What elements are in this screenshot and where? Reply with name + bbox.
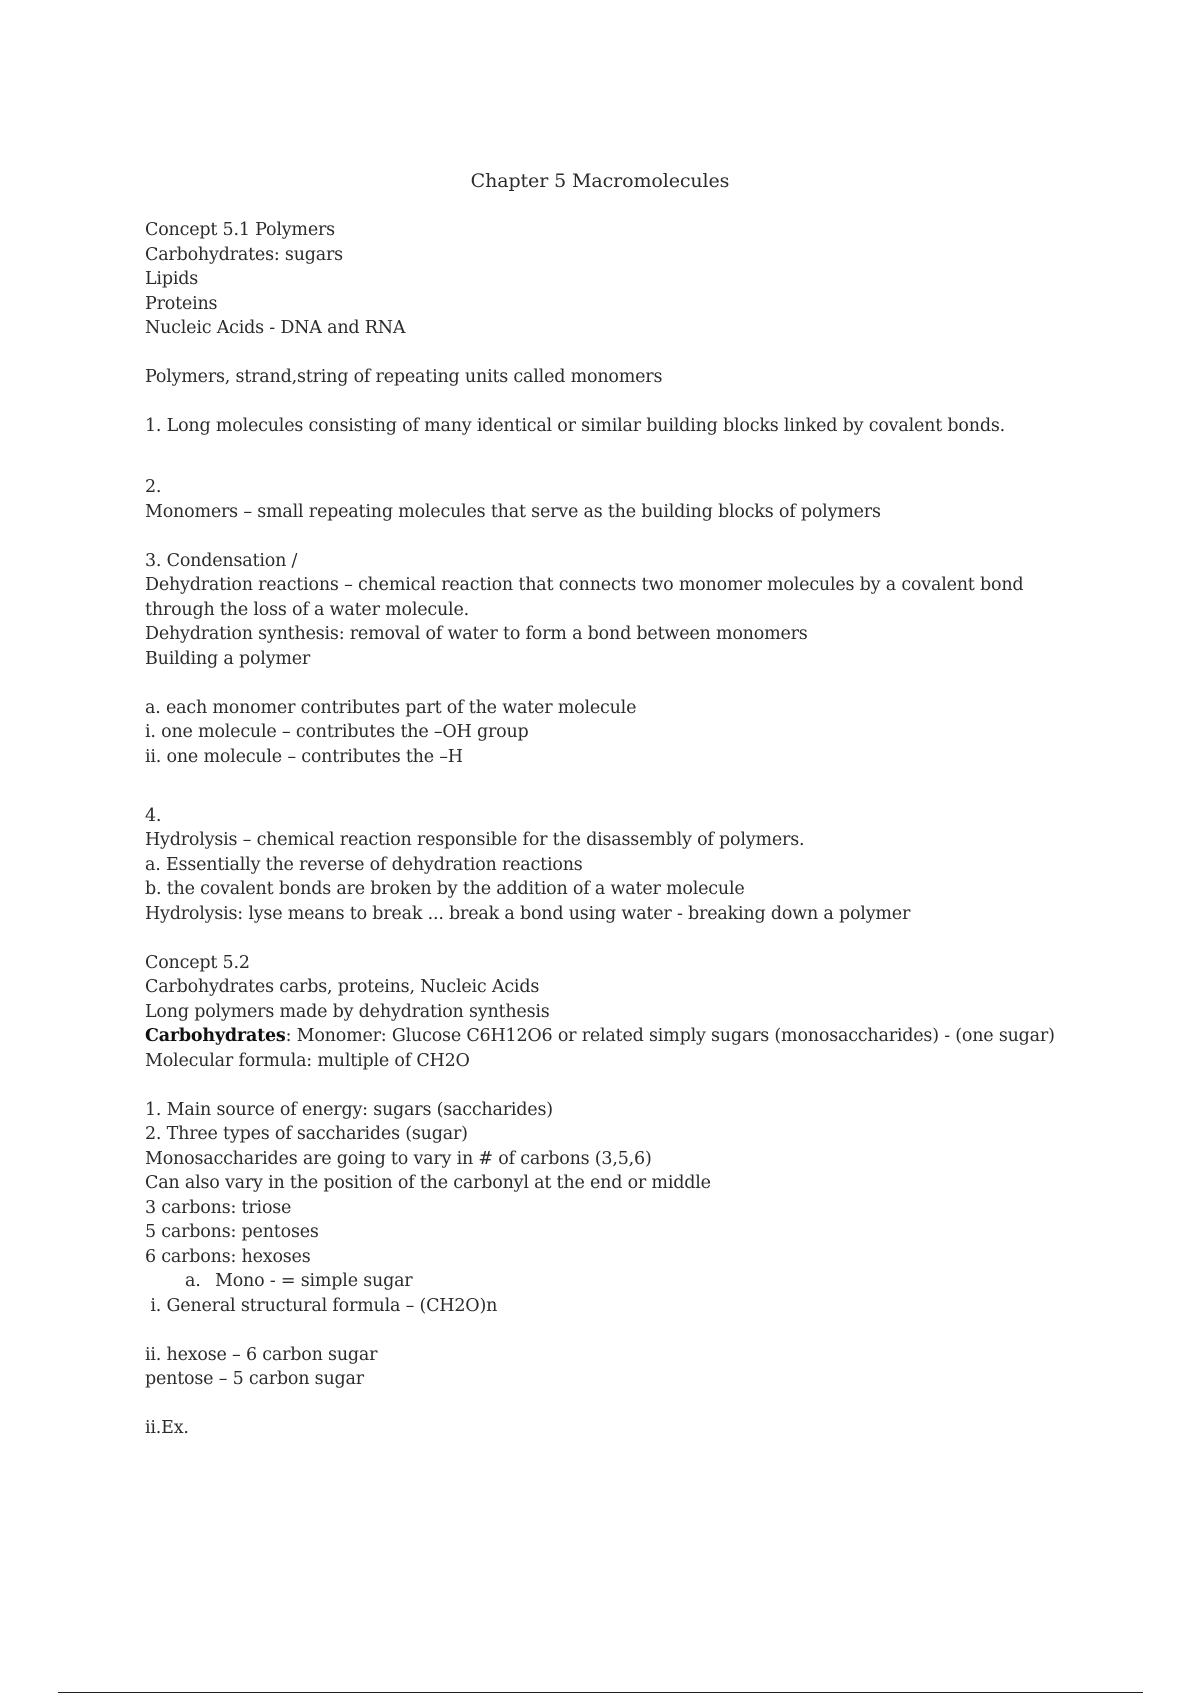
- text-line: Lipids: [145, 269, 199, 289]
- molecular-formula: Molecular formula: multiple of CH2O: [145, 1050, 470, 1071]
- document-body: [145, 218, 1075, 1441]
- carbohydrates-line: [145, 1024, 1075, 1049]
- text-line: 4.: [145, 805, 162, 826]
- text-line: Proteins: [145, 293, 218, 314]
- concept-5-2-block: [145, 951, 1075, 1025]
- text-line: ii. one molecule – contributes the –H: [145, 746, 463, 767]
- footer-divider: [58, 1692, 1143, 1693]
- text-line: Dehydration reactions – chemical reaction that connects two monomer molecules by a covalent bond through the loss of a water molecule.: [145, 575, 1029, 620]
- text-line: Long polymers made by dehydration synthesis: [145, 1001, 550, 1022]
- text-line: Carbohydrates carbs, proteins, Nucleic Acids: [145, 977, 540, 997]
- text-line: i. one molecule – contributes the –OH group: [145, 722, 529, 742]
- hexose-block: [145, 1343, 1075, 1392]
- text-line: Monosaccharides are going to vary in # of carbons (3,5,6): [145, 1148, 652, 1169]
- item-4-block: [145, 804, 1075, 927]
- page-title: Chapter 5 Macromolecules: [470, 170, 730, 192]
- polymers-definition: Polymers, strand,string of repeating units called monomers: [145, 367, 663, 387]
- example-line: ii.Ex.: [145, 1418, 189, 1438]
- mono-sugar-text: Mono - = simple sugar: [215, 1271, 413, 1291]
- text-line: 6 carbons: hexoses: [145, 1246, 311, 1267]
- text-line: ii. hexose – 6 carbon sugar: [145, 1344, 378, 1365]
- text-line: a. each monomer contributes part of the water molecule: [145, 697, 637, 718]
- text-line: Concept 5.1 Polymers: [145, 220, 335, 240]
- item-3-block: [145, 549, 1075, 672]
- text-line: Hydrolysis: lyse means to break ... break a bond using water - breaking down a polymer: [145, 903, 911, 924]
- text-line: Hydrolysis – chemical reaction responsible for the disassembly of polymers.: [145, 830, 805, 850]
- item-2: Monomers – small repeating molecules that serve as the building blocks of polymers: [145, 501, 881, 522]
- text-line: 3 carbons: triose: [145, 1197, 292, 1218]
- item-3-sub-block: [145, 696, 1075, 770]
- text-line: Can also vary in the position of the carbonyl at the end or middle: [145, 1173, 711, 1193]
- text-line: 2. Three types of saccharides (sugar): [145, 1124, 468, 1144]
- list-marker: a.: [185, 1271, 201, 1291]
- intro-block: [145, 218, 1075, 341]
- text-line: 1. Main source of energy: sugars (saccharides): [145, 1099, 553, 1120]
- item-2-number: 2.: [145, 477, 162, 497]
- text-line: b. the covalent bonds are broken by the addition of a water molecule: [145, 879, 745, 899]
- carbohydrates-text: : Monomer: Glucose C6H12O6 or related simply sugars (monosaccharides) - (one sugar): [285, 1026, 1055, 1046]
- text-line: Carbohydrates: sugars: [145, 244, 343, 265]
- carbohydrates-heading: Carbohydrates: [145, 1026, 286, 1046]
- text-line: 5 carbons: pentoses: [145, 1222, 319, 1242]
- text-line: pentose – 5 carbon sugar: [145, 1369, 364, 1389]
- text-line: Building a polymer: [145, 648, 311, 669]
- mono-sugar-item: [145, 1269, 1075, 1294]
- item-1: 1. Long molecules consisting of many identical or similar building blocks linked by covalent bonds.: [145, 416, 1005, 436]
- text-line: a. Essentially the reverse of dehydration reactions: [145, 854, 583, 875]
- text-line: Nucleic Acids - DNA and RNA: [145, 318, 406, 338]
- general-formula: i. General structural formula – (CH2O)n: [145, 1295, 498, 1316]
- text-line: 3. Condensation /: [145, 550, 298, 571]
- text-line: Concept 5.2: [145, 952, 250, 973]
- text-line: Dehydration synthesis: removal of water to form a bond between monomers: [145, 624, 808, 644]
- carb-list-block: [145, 1098, 1075, 1270]
